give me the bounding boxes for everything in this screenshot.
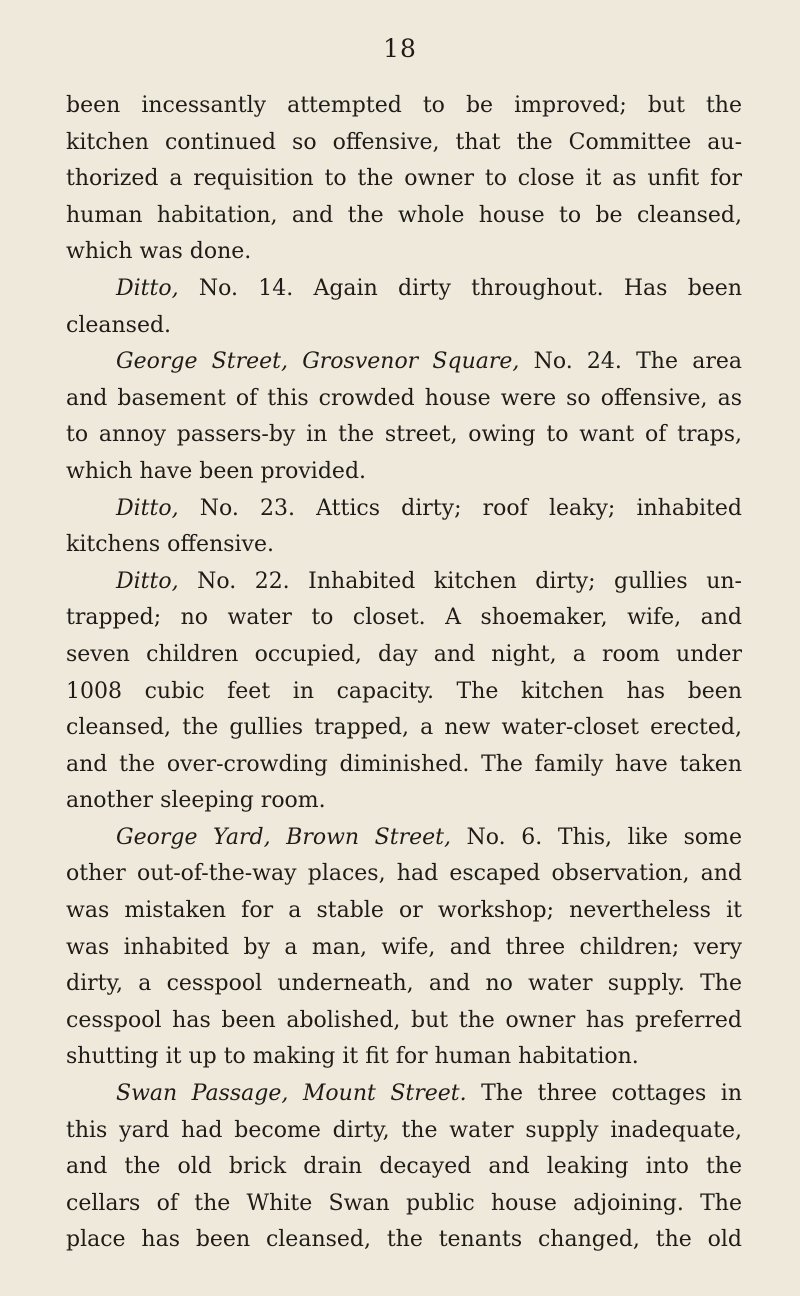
text-line: dirty, a cesspool underneath, and no water supply. The bbox=[66, 971, 742, 997]
paragraph bbox=[66, 344, 742, 490]
entry-heading: Swan Passage, Mount Street. bbox=[116, 1081, 467, 1107]
text-line: other out-of-the-way places, had escaped observation, and bbox=[66, 861, 742, 887]
text-line: cesspool has been abolished, but the owner has preferred bbox=[66, 1007, 742, 1033]
text-line: to annoy passers-by in the street, owing to want of traps, bbox=[66, 422, 742, 448]
text-line: been incessantly attempted to be improved; but the bbox=[66, 93, 742, 118]
text-line: and the old brick drain decayed and leaking into the bbox=[66, 1154, 742, 1180]
entry-heading: George Yard, Brown Street, bbox=[116, 824, 451, 850]
text-line: kitchens offensive. bbox=[66, 532, 275, 558]
text-line: kitchen continued so offensive, that the Committee au- bbox=[66, 129, 742, 155]
text-line: trapped; no water to closet. A shoemaker, wife, and bbox=[66, 605, 742, 631]
text-line: which was done. bbox=[66, 239, 252, 265]
text-line: this yard had become dirty, the water supply inadequate, bbox=[66, 1117, 742, 1143]
text-line: shutting it up to making it fit for human habitation. bbox=[66, 1044, 639, 1070]
text-line: cleansed. bbox=[66, 312, 172, 338]
text-line: was inhabited by a man, wife, and three children; very bbox=[66, 934, 742, 960]
paragraph bbox=[66, 564, 742, 820]
entry-text: No. 6. This, like some bbox=[450, 824, 742, 850]
entry-text: No. 14. Again dirty throughout. Has been bbox=[178, 275, 742, 301]
entry-text: The three cottages in bbox=[466, 1081, 742, 1107]
text-line: seven children occupied, day and night, a room under bbox=[66, 641, 742, 667]
text-line: and basement of this crowded house were so offensive, as bbox=[66, 385, 742, 411]
entry-heading: Ditto, bbox=[116, 275, 179, 301]
text-line bbox=[66, 1076, 742, 1113]
text-line: cellars of the White Swan public house adjoining. The bbox=[66, 1190, 742, 1216]
paragraph bbox=[66, 820, 742, 1076]
text-line: 1008 cubic feet in capacity. The kitchen has been bbox=[66, 678, 742, 704]
page-number: 18 bbox=[383, 34, 417, 63]
text-line: place has been cleansed, the tenants changed, the old bbox=[66, 1227, 742, 1253]
entry-heading: George Street, Grosvenor Square, bbox=[116, 349, 520, 375]
entry-heading: Ditto, bbox=[116, 495, 179, 521]
text-line: another sleeping room. bbox=[66, 788, 326, 814]
text-line bbox=[66, 564, 742, 601]
text-line bbox=[66, 491, 742, 528]
text-line bbox=[66, 820, 742, 857]
text-line bbox=[66, 271, 742, 308]
paragraph bbox=[66, 88, 742, 271]
paragraph bbox=[66, 1076, 742, 1259]
entry-heading: Ditto, bbox=[116, 568, 179, 594]
entry-text: No. 23. Attics dirty; roof leaky; inhabited bbox=[178, 495, 742, 521]
text-line: which have been provided. bbox=[66, 458, 367, 484]
paragraph bbox=[66, 491, 742, 564]
text-line: was mistaken for a stable or workshop; nevertheless it bbox=[66, 898, 742, 924]
text-line: human habitation, and the whole house to be cleansed, bbox=[66, 202, 742, 228]
entry-text: No. 22. Inhabited kitchen dirty; gullies un- bbox=[178, 568, 742, 594]
text-line: cleansed, the gullies trapped, a new water-closet erected, bbox=[66, 715, 742, 741]
text-line: and the over-crowding diminished. The family have taken bbox=[66, 751, 742, 777]
text-line bbox=[66, 344, 742, 381]
entry-text: No. 24. The area bbox=[519, 349, 742, 375]
body-text bbox=[66, 88, 742, 1259]
text-line: thorized a requisition to the owner to close it as unfit for bbox=[66, 166, 742, 192]
paragraph bbox=[66, 271, 742, 344]
